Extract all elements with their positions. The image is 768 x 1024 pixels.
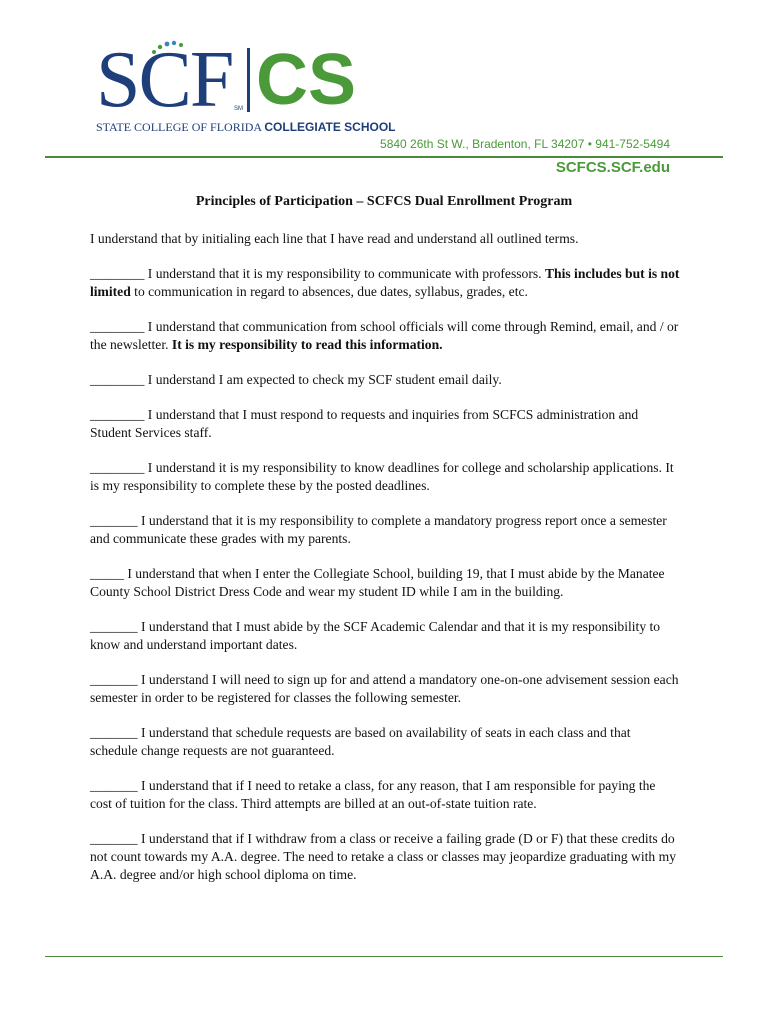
initial-blank[interactable]: ________ bbox=[90, 407, 145, 422]
initial-blank[interactable]: _______ bbox=[90, 672, 138, 687]
initial-blank[interactable]: ________ bbox=[90, 372, 145, 387]
school-website: SCFCS.SCF.edu bbox=[555, 159, 670, 176]
document-title: Principles of Participation – SCFCS Dual Enrollment Program bbox=[195, 194, 573, 209]
initial-blank[interactable]: _______ bbox=[90, 725, 138, 740]
logo-tagline-college: STATE COLLEGE OF FLORIDA bbox=[96, 120, 262, 134]
logo-tagline-school: COLLEGIATE SCHOOL bbox=[264, 120, 396, 134]
initial-blank[interactable]: _______ bbox=[90, 778, 138, 793]
initial-blank[interactable]: ________ bbox=[90, 460, 145, 475]
term-item bbox=[90, 406, 680, 442]
logo-tagline bbox=[96, 120, 395, 135]
logo-divider bbox=[247, 48, 250, 112]
logo-cs-text: CS bbox=[256, 40, 357, 120]
initial-blank[interactable]: _____ bbox=[90, 566, 124, 581]
logo-service-mark: SM bbox=[234, 106, 243, 112]
term-text: I understand that schedule requests are based on availability of seats in each class and that schedule change requests are not guaranteed. bbox=[90, 725, 631, 758]
header-divider bbox=[45, 156, 723, 158]
term-item bbox=[90, 512, 680, 548]
term-item bbox=[90, 459, 680, 495]
term-text: I understand that communication from school officials will come through Remind, email, and / or the newsletter. bbox=[90, 319, 679, 352]
term-item bbox=[90, 830, 680, 884]
initial-blank[interactable]: _______ bbox=[90, 513, 138, 528]
intro-paragraph: I understand that by initialing each line that I have read and understand all outlined terms. bbox=[90, 231, 579, 246]
term-item bbox=[90, 618, 680, 654]
school-address: 5840 26th St W., Bradenton, FL 34207 • 941-752-5494 bbox=[380, 137, 670, 151]
term-item bbox=[90, 777, 680, 813]
term-text: I understand that when I enter the Collegiate School, building 19, that I must abide by the Manatee County School District Dress Code and wear my student ID while I am in the building. bbox=[90, 566, 665, 599]
logo-scf-text: SCF bbox=[96, 36, 233, 124]
initial-blank[interactable]: ________ bbox=[90, 266, 145, 281]
term-text: I understand that if I need to retake a class, for any reason, that I am responsible for paying the cost of tuition for the class. Third attempts are billed at an out-of-state tuition rate. bbox=[90, 778, 656, 811]
initial-blank[interactable]: _______ bbox=[90, 831, 138, 846]
letterhead bbox=[0, 0, 768, 180]
term-text: I understand that I must respond to requests and inquiries from SCFCS administration and Student Services staff. bbox=[90, 407, 639, 440]
term-text: I understand I will need to sign up for and attend a mandatory one-on-one advisement session each semester in order to be registered for classes the following semester. bbox=[90, 672, 679, 705]
term-text: I understand I am expected to check my SCF student email daily. bbox=[144, 372, 502, 387]
term-text: I understand that if I withdraw from a class or receive a failing grade (D or F) that these credits do not count towards my A.A. degree. The need to retake a class or classes may jeopardize graduating with my A.A. degree and/or high school diploma on time. bbox=[90, 831, 676, 882]
initial-blank[interactable]: _______ bbox=[90, 619, 138, 634]
term-emphasis: It is my responsibility to read this information. bbox=[171, 337, 443, 352]
terms-list bbox=[90, 265, 680, 884]
term-text: I understand that I must abide by the SCF Academic Calendar and that it is my responsibility to know and understand important dates. bbox=[90, 619, 661, 652]
term-text: I understand that it is my responsibility to communicate with professors. bbox=[144, 266, 545, 281]
document-body bbox=[90, 230, 680, 901]
term-text: I understand that it is my responsibility to complete a mandatory progress report once a semester and communicate these grades with my parents. bbox=[90, 513, 667, 546]
term-item bbox=[90, 371, 680, 389]
term-text-continued: to communication in regard to absences, due dates, syllabus, grades, etc. bbox=[130, 284, 528, 299]
scfcs-logo bbox=[96, 36, 406, 140]
term-item bbox=[90, 565, 680, 601]
initial-blank[interactable]: ________ bbox=[90, 319, 145, 334]
term-emphasis: This includes but is not limited bbox=[90, 266, 680, 299]
term-item bbox=[90, 265, 680, 301]
term-item bbox=[90, 318, 680, 354]
term-text: I understand it is my responsibility to know deadlines for college and scholarship applications. It is my responsibility to complete these by the posted deadlines. bbox=[90, 460, 674, 493]
term-item bbox=[90, 724, 680, 760]
footer-divider bbox=[45, 956, 723, 957]
term-item bbox=[90, 671, 680, 707]
